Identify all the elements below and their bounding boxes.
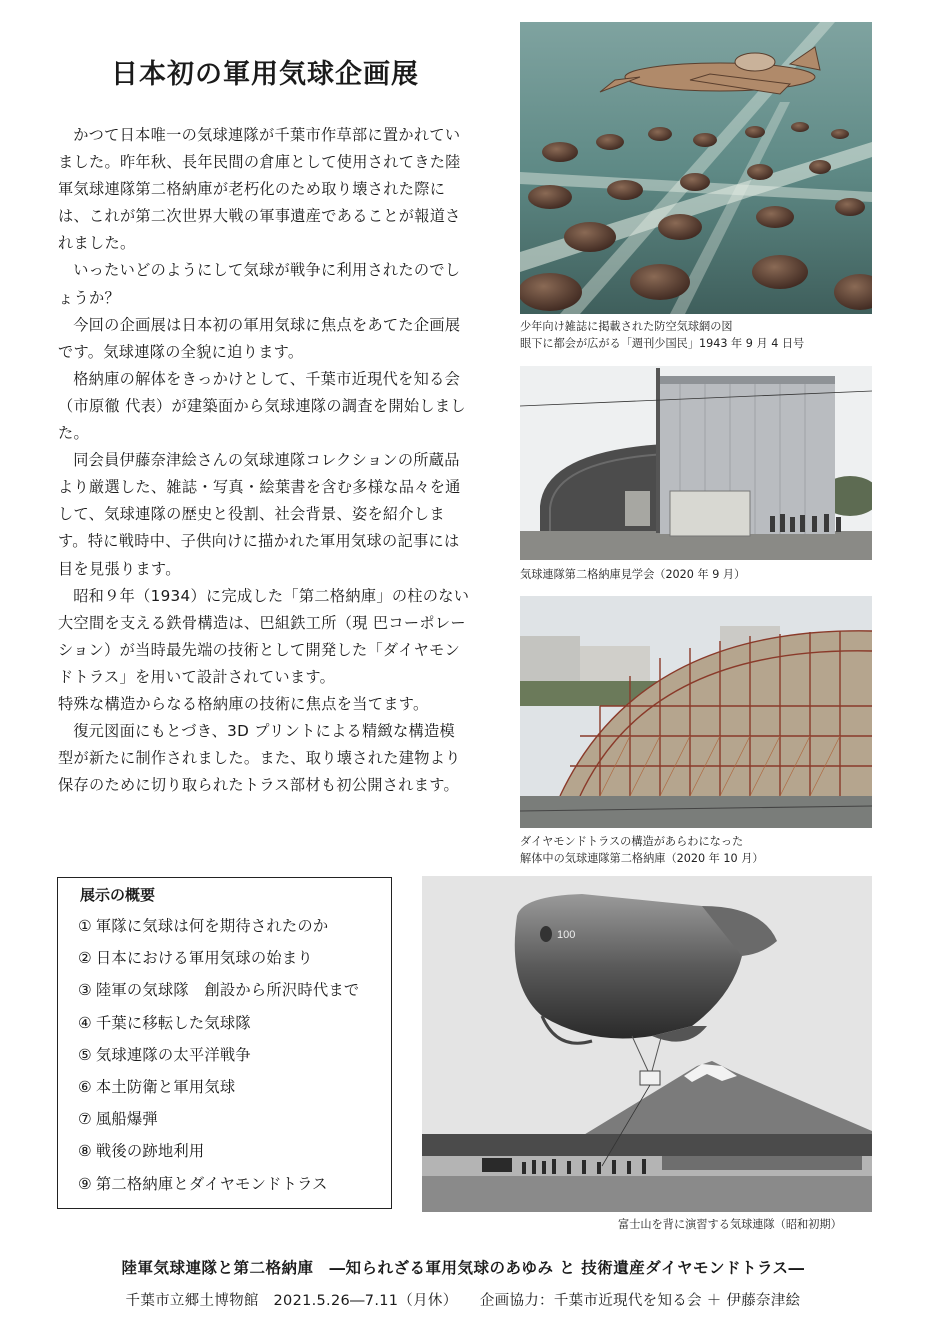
page-title: 日本初の軍用気球企画展 <box>111 59 419 90</box>
photo-caption: 少年向け雑誌に掲載された防空気球網の図 <box>520 320 733 333</box>
diamond-truss-photo <box>520 596 872 828</box>
photo-caption: 気球連隊第二格納庫見学会（2020 年 9 月） <box>520 568 746 581</box>
list-item: ④ 千葉に移転した気球隊 <box>78 1013 251 1032</box>
paragraph: 昭和９年（1934）に完成した「第二格納庫」の柱のない大空間を支える鉄骨構造は、巴組鉄工所（現 巴コーポレーション）が当時最先端の技術として開発した「ダイヤモンドトラス」を用いて設計されています。 <box>58 586 470 686</box>
intro-text <box>58 122 470 799</box>
list-item: ⑨ 第二格納庫とダイヤモンドトラス <box>78 1174 328 1193</box>
barrage-balloon-illustration <box>520 22 872 314</box>
photo-caption: 眼下に都会が広がる「週刊少国民」1943 年 9 月 4 日号 <box>520 337 805 350</box>
paragraph: かつて日本唯一の気球連隊が千葉市作草部に置かれていました。昨年秋、長年民間の倉庫として使用されてきた陸軍気球連隊第二格納庫が老朽化のため取り壊された際には、これが第二次世界大戦の軍事遺産であることが報道されました。 <box>58 126 461 253</box>
photo-caption: 富士山を背に演習する気球連隊（昭和初期） <box>618 1218 842 1231</box>
paragraph: 特殊な構造からなる格納庫の技術に焦点を当てます。 <box>58 694 429 713</box>
paragraph: 同会員伊藤奈津絵さんの気球連隊コレクションの所蔵品より厳選した、雑誌・写真・絵葉書を含む多様な品々を通して、気球連隊の歴史と役割、社会背景、姿を紹介します。特に戦時中、子供向けに描かれた軍用気球の記事には目を見張ります。 <box>58 451 461 578</box>
balloon-number: 100 <box>557 929 576 941</box>
paragraph: 復元図面にもとづき、3D プリントによる精緻な構造模型が新たに制作されました。また、取り壊された建物より保存のために切り取られたトラス部材も初公開されます。 <box>58 722 461 795</box>
list-item: ② 日本における軍用気球の始まり <box>78 949 313 968</box>
exhibition-overview <box>57 877 392 1209</box>
list-item: ③ 陸軍の気球隊 創設から所沢時代まで <box>78 981 360 1000</box>
list-item: ⑥ 本土防衛と軍用気球 <box>78 1077 236 1096</box>
overview-list <box>78 914 359 1204</box>
list-item: ⑧ 戦後の跡地利用 <box>78 1142 205 1161</box>
overview-heading: 展示の概要 <box>80 886 156 904</box>
exhibition-info: 千葉市立郷土博物館 2021.5.26―7.11（月休） 企画協力：千葉市近現代を知る会 ＋ 伊藤奈津絵 <box>125 1293 801 1309</box>
paragraph: 格納庫の解体をきっかけとして、千葉市近現代を知る会（市原徹 代表）が建築面から気球連隊の調査を開始しました。 <box>58 369 466 443</box>
list-item: ⑤ 気球連隊の太平洋戦争 <box>78 1045 251 1064</box>
exhibition-title: 陸軍気球連隊と第二格納庫 ―知られざる軍用気球のあゆみ と 技術遺産ダイヤモンドトラス― <box>121 1259 805 1277</box>
list-item: ⑦ 風船爆弾 <box>78 1110 158 1129</box>
fuji-balloon-photo <box>422 876 872 1212</box>
list-item: ① 軍隊に気球は何を期待されたのか <box>78 917 329 935</box>
paragraph: いったいどのようにして気球が戦争に利用されたのでしょうか？ <box>58 261 461 307</box>
photo-caption: ダイヤモンドトラスの構造があらわになった <box>520 835 744 848</box>
photo-caption: 解体中の気球連隊第二格納庫（2020 年 10 月） <box>520 852 764 865</box>
hangar-tour-photo <box>520 366 872 560</box>
paragraph: 今回の企画展は日本初の軍用気球に焦点をあてた企画展です。気球連隊の全貌に迫ります。 <box>58 315 461 361</box>
